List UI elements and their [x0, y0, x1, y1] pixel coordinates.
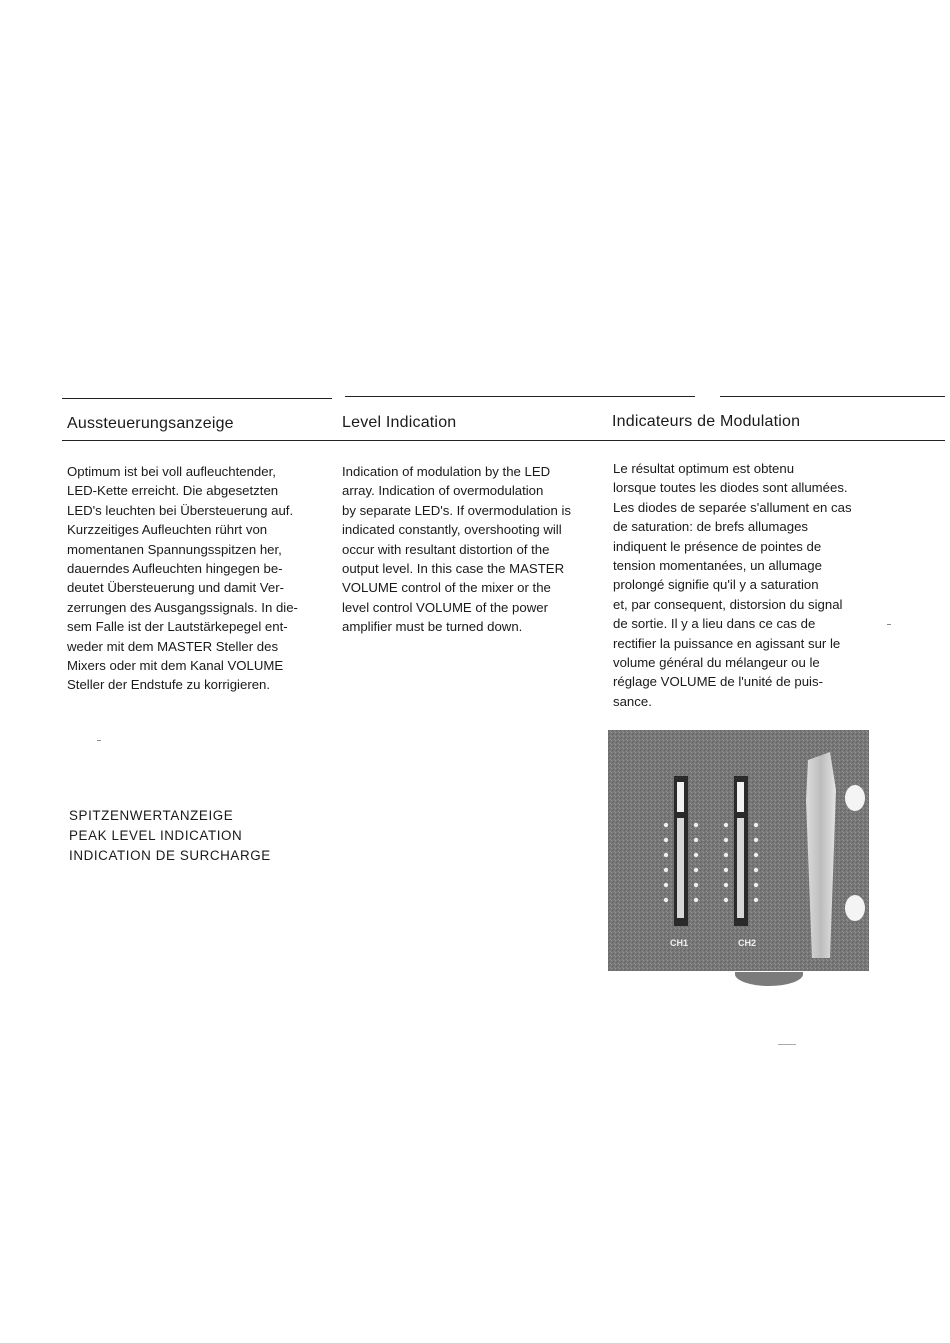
- text-line: deutet Übersteuerung und damit Ver-: [67, 580, 284, 596]
- english-column: [342, 462, 571, 637]
- text-line: array. Indication of overmodulation: [342, 483, 544, 499]
- text-line: Steller der Endstufe zu korrigieren.: [67, 677, 271, 693]
- text-line: Indication of modulation by the LED: [342, 464, 551, 479]
- ch2-label: CH2: [738, 938, 757, 948]
- text-line: Mixers oder mit dem Kanal VOLUME: [67, 658, 284, 674]
- text-line: momentanen Spannungsspitzen her,: [67, 541, 282, 557]
- text-line: Kurzzeitiges Aufleuchten rührt von: [67, 522, 268, 538]
- text-line: de sortie. Il y a lieu dans ce cas de: [613, 616, 816, 632]
- ch1-led-bar: [677, 818, 684, 918]
- heading-underline: [62, 440, 945, 441]
- caption-line: PEAK LEVEL INDICATION: [69, 828, 243, 843]
- text-line: rectifier la puissance en agissant sur le: [613, 635, 841, 651]
- german-column: [67, 462, 298, 695]
- text-line: de saturation: de brefs allumages: [613, 519, 808, 535]
- text-line: zerrungen des Ausgangssignals. In die-: [67, 599, 298, 615]
- text-line: occur with resultant distortion of the: [342, 541, 550, 557]
- heading-english: Level Indication: [342, 414, 457, 431]
- ch2-peak-led: [737, 782, 744, 812]
- heading-german: Aussteuerungsanzeige: [67, 415, 234, 432]
- text-line: indicated constantly, overshooting will: [342, 522, 562, 538]
- ch1-label: CH1: [670, 938, 689, 948]
- text-line: output level. In this case the MASTER: [342, 561, 565, 577]
- text-line: lorsque toutes les diodes sont allumées.: [613, 480, 848, 496]
- text-line: sance.: [613, 693, 652, 709]
- text-line: amplifier must be turned down.: [342, 619, 523, 635]
- text-line: tension momentanées, un allumage: [613, 558, 822, 574]
- photo-shadow-artifact: [735, 972, 803, 986]
- led-meter-photo: [608, 730, 869, 971]
- text-line: indiquent le présence de pointes de: [613, 538, 822, 554]
- text-line: et, par consequent, distorsion du signal: [613, 596, 843, 612]
- text-line: by separate LED's. If overmodulation is: [342, 502, 572, 518]
- text-line: Le résultat optimum est obtenu: [613, 461, 795, 476]
- heading-french: Indicateurs de Modulation: [612, 413, 801, 430]
- french-column: [613, 459, 852, 711]
- text-line: LED-Kette erreicht. Die abgesetzten: [67, 483, 279, 499]
- text-line: weder mit dem MASTER Steller des: [67, 638, 279, 654]
- text-line: réglage VOLUME de l'unité de puis-: [613, 674, 823, 690]
- text-line: level control VOLUME of the power: [342, 599, 548, 615]
- text-line: prolongé signifie qu'il y a saturation: [613, 577, 819, 593]
- text-line: VOLUME control of the mixer or the: [342, 580, 551, 596]
- text-line: sem Falle ist der Lautstärkepegel ent-: [67, 619, 288, 635]
- top-rule-left: [62, 398, 332, 399]
- fader-knob-bottom: [845, 895, 865, 921]
- figure-caption: [69, 806, 271, 866]
- top-rule-right: [720, 396, 945, 397]
- scan-speck: [778, 1044, 796, 1045]
- text-line: volume général du mélangeur ou le: [613, 655, 820, 671]
- text-line: Les diodes de separée s'allument en cas: [613, 499, 852, 515]
- scan-speck: [97, 740, 101, 741]
- ch2-led-bar: [737, 818, 744, 918]
- text-line: LED's leuchten bei Übersteuerung auf.: [67, 502, 294, 518]
- fader-knob-top: [845, 785, 865, 811]
- text-line: dauerndes Aufleuchten hingegen be-: [67, 561, 283, 577]
- ch1-peak-led: [677, 782, 684, 812]
- caption-line: SPITZENWERTANZEIGE: [69, 808, 234, 823]
- scan-speck: [887, 624, 891, 625]
- caption-line: INDICATION DE SURCHARGE: [69, 848, 271, 863]
- top-rule-middle: [345, 396, 695, 397]
- text-line: Optimum ist bei voll aufleuchtender,: [67, 464, 276, 479]
